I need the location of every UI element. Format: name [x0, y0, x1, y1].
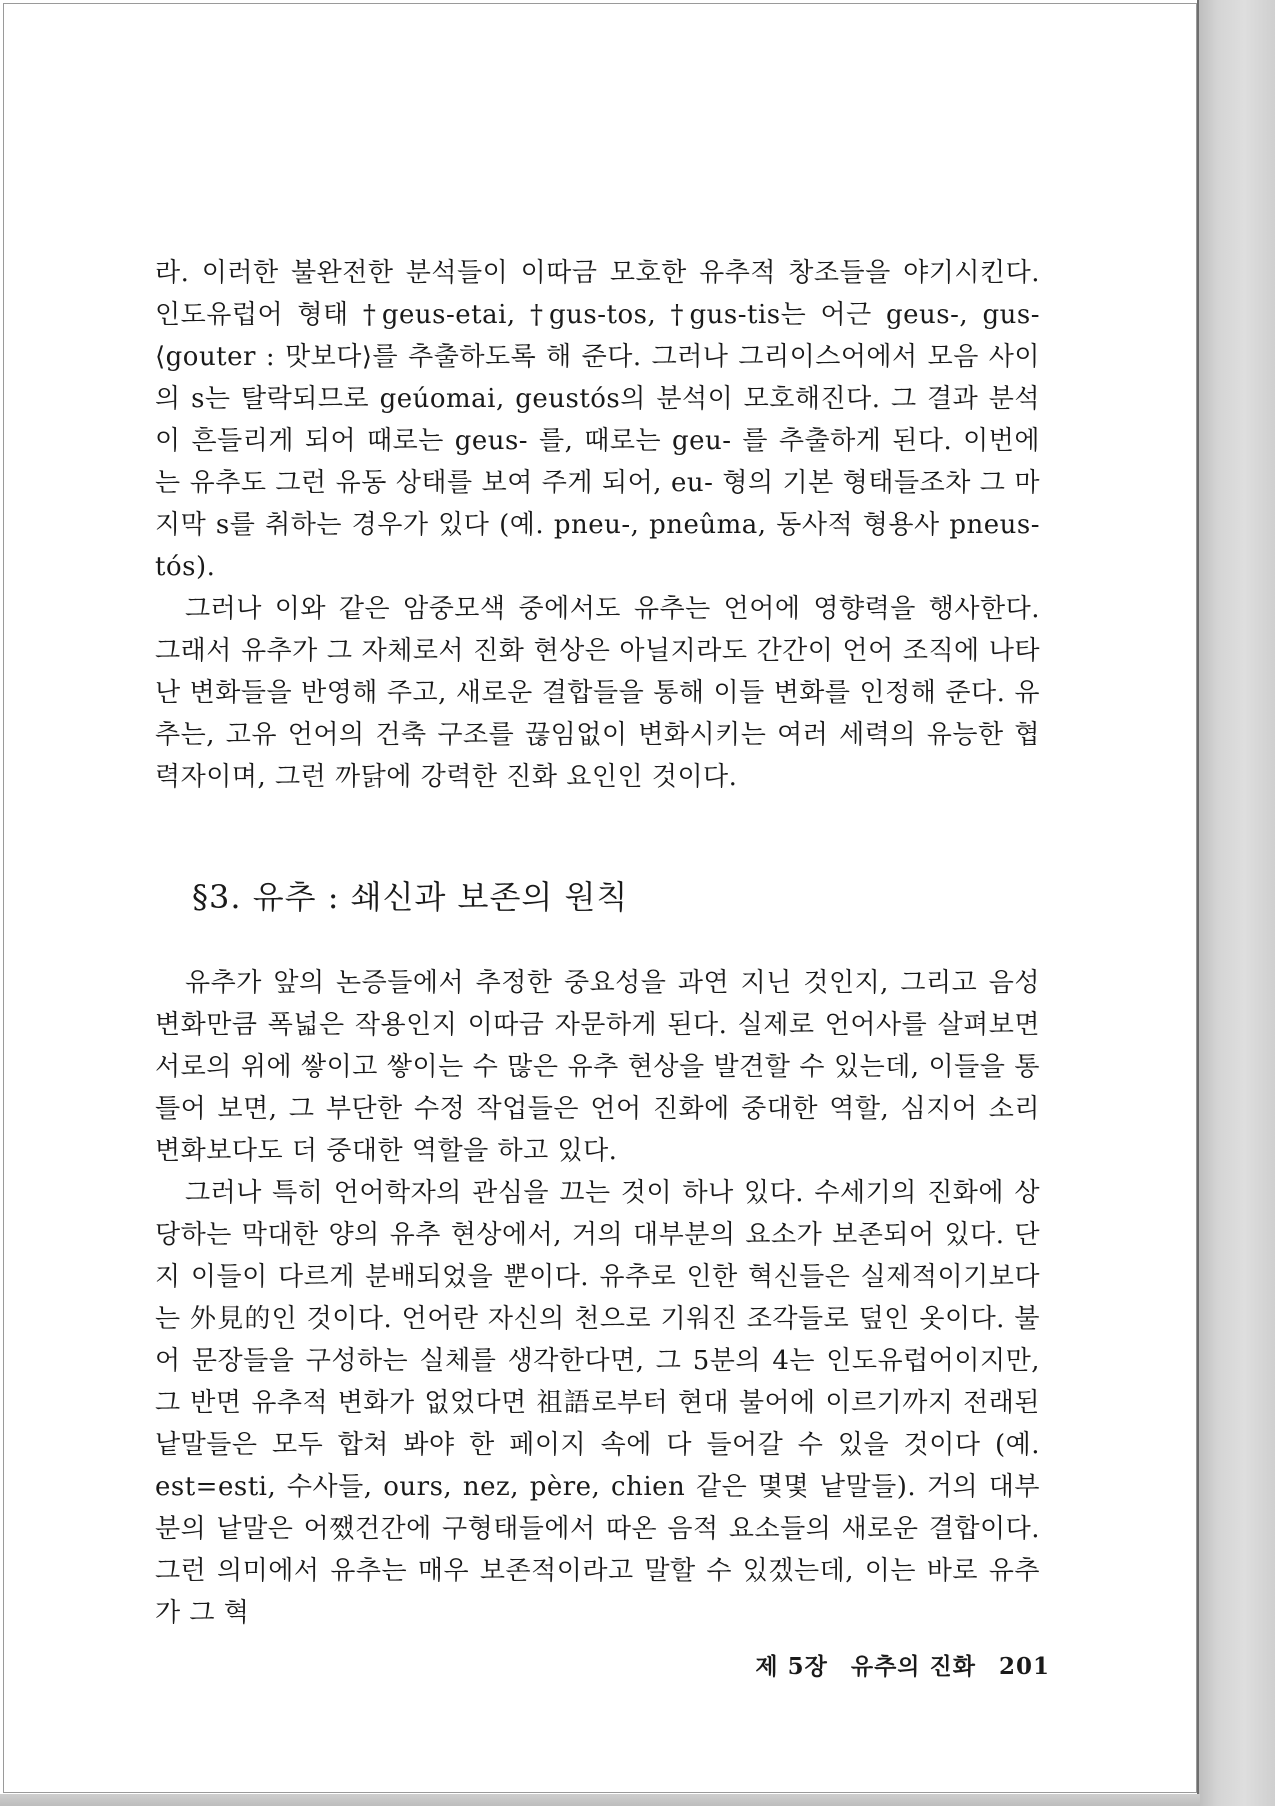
page-number: 201 [998, 1653, 1050, 1680]
section-heading: §3. 유추 : 쇄신과 보존의 원칙 [192, 878, 629, 916]
paragraph: 그러나 특히 언어학자의 관심을 끄는 것이 하나 있다. 수세기의 진화에 상당하는 막대한 양의 유추 현상에서, 거의 대부분의 요소가 보존되어 있다. 단지 이들이 다르게 분배되었을 뿐이다. 유추로 인한 혁신들은 실제적이기보다는 外見的인 것이다. 언어란 자신의 천으로 기워진 조각들로 덮인 옷이다. 불어 문장들을 구성하는 실체를 생각한다면, 그 5분의 4는 인도유럽어이지만, 그 반면 유추적 변화가 없었다면 祖語로부터 현대 불어에 이르기까지 전래된 낱말들은 모두 합쳐 봐야 한 페이지 속에 다 들어갈 수 있을 것이다 (예. est=esti, 수사들, ours, nez, père, chien 같은 몇몇 낱말들). 거의 대부분의 낱말은 어쨌건간에 구형태들에서 따온 음적 요소들의 새로운 결합이다. 그런 의미에서 유추는 매우 보존적이라고 말할 수 있겠는데, 이는 바로 유추가 그 혁 [155, 1178, 1040, 1628]
page-edge [1198, 0, 1275, 1806]
page-bottom-shadow [0, 1794, 1200, 1806]
footer-chapter-title: 유추의 진화 [850, 1653, 976, 1680]
running-footer [720, 1648, 1050, 1681]
paragraph: 유추가 앞의 논증들에서 추정한 중요성을 과연 지닌 것인지, 그리고 음성 변화만큼 폭넓은 작용인지 이따금 자문하게 된다. 실제로 언어사를 살펴보면 서로의 위에 쌓이고 쌓이는 수 많은 유추 현상을 발견할 수 있는데, 이들을 통틀어 보면, 그 부단한 수정 작업들은 언어 진화에 중대한 역할, 심지어 소리 변화보다도 더 중대한 역할을 하고 있다. [155, 968, 1040, 1166]
text-block-top [155, 252, 1040, 798]
text-block-bottom [155, 962, 1040, 1634]
paragraph: 그러나 이와 같은 암중모색 중에서도 유추는 언어에 영향력을 행사한다. 그래서 유추가 그 자체로서 진화 현상은 아닐지라도 간간이 언어 조직에 나타난 변화들을 반영해 주고, 새로운 결합들을 통해 이들 변화를 인정해 준다. 유추는, 고유 언어의 건축 구조를 끊임없이 변화시키는 여러 세력의 유능한 협력자이며, 그런 까닭에 강력한 진화 요인인 것이다. [155, 594, 1040, 792]
footer-chapter: 제 5장 [755, 1653, 828, 1680]
page-edge-line [1197, 0, 1199, 1806]
paragraph-continued: 라. 이러한 불완전한 분석들이 이따금 모호한 유추적 창조들을 야기시킨다. 인도유럽어 형태 †geus-etai, †gus-tos, †gus-tis는 어근 geus-, gus- ⟨gouter : 맛보다⟩를 추출하도록 해 준다. 그러나 그리이스어에서 모음 사이의 s는 탈락되므로 geúomai, geustós의 분석이 모호해진다. 그 결과 분석이 흔들리게 되어 때로는 geus- 를, 때로는 geu- 를 추출하게 된다. 이번에는 유추도 그런 유동 상태를 보여 주게 되어, eu- 형의 기본 형태들조차 그 마지막 s를 취하는 경우가 있다 (예. pneu-, pneûma, 동사적 형용사 pneus-tós). [155, 258, 1040, 582]
